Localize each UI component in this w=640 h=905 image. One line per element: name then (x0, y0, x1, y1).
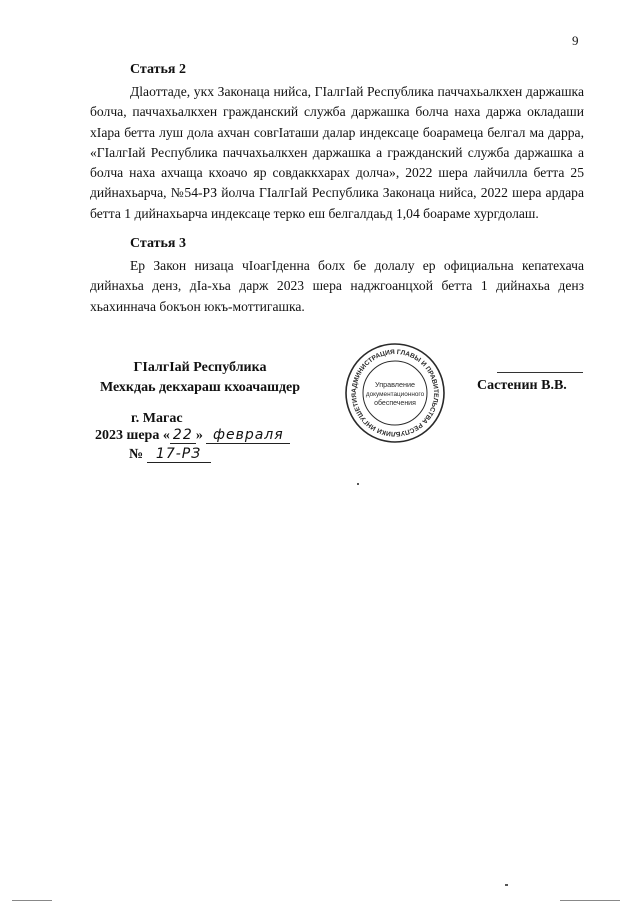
signatory-title-line1: ГӀалгӀай Республика (133, 360, 267, 375)
stamp-center-line2: документационного (365, 391, 425, 398)
scan-speck (560, 900, 620, 901)
article-2-body: Дlaоттаде, укх Законаца нийса, ГӀалгӀай Республика паччахьалкхен даржашка болча, паччахьалкхен гражданский служба даржашка болча наха даржа окладаши хӀара бетта луш дола ахчан совгӀаташи далар индексаце боарамеца белгал ма дарра, «ГӀалгӀай Республика паччахьалкхен даржашка а гражданский служба даржашка а болча наха ахчаща кхоачо яр совдаккхарах долча», 2022 шера лайчилла бетта 25 дийнахьарча, №54-РЗ йолча ГӀалгӀай Республика Законаца нийса, 2022 шера ардара бетта 1 дийнахьарча индексаце терко еш белгалдаьд 1,04 боараме хургдолаш. (90, 84, 584, 221)
scan-speck (505, 884, 508, 886)
official-stamp (344, 342, 446, 444)
stamp-center-line1: Управление (375, 380, 415, 389)
signature-line (497, 372, 583, 373)
date-line (95, 427, 290, 444)
page-number: 9 (572, 33, 579, 48)
date-prefix: 2023 шера « (95, 428, 170, 443)
document-number-line (129, 446, 211, 463)
date-mid: » (195, 428, 203, 443)
signatory-name: Састенин В.В. (477, 378, 567, 393)
stamp-ring-text: АДМИНИСТРАЦИЯ ГЛАВЫ И ПРАВИТЕЛЬСТВА РЕСПУБЛИКИ ИНГУШЕТИЯ (350, 348, 440, 438)
signatory-title-line2: Мехкдаь декхараш кхоачашдер (99, 380, 301, 395)
document-number: 17-РЗ (147, 446, 211, 463)
article-2-heading: Статья 2 (130, 62, 186, 77)
scan-speck (357, 483, 359, 485)
article-3-heading: Статья 3 (130, 236, 186, 251)
stamp-center-line3: обеспечения (374, 400, 416, 407)
place: г. Магас (131, 411, 183, 426)
date-month: февраля (206, 427, 290, 444)
article-3-body: Ер Закон низаца чӀоагӀденна болх бе долалу ер официальна кепатехача дийнахьа денз, дIa-хьа дарж 2023 шера наджгоанцхой бетта 1 дийнахьа денз хьахиннача бокъон юкъ-моттигашка. (90, 258, 584, 314)
number-prefix: № (129, 447, 144, 462)
date-day: 22 (170, 427, 196, 444)
scan-speck (12, 900, 52, 901)
signatory-title (95, 358, 305, 398)
